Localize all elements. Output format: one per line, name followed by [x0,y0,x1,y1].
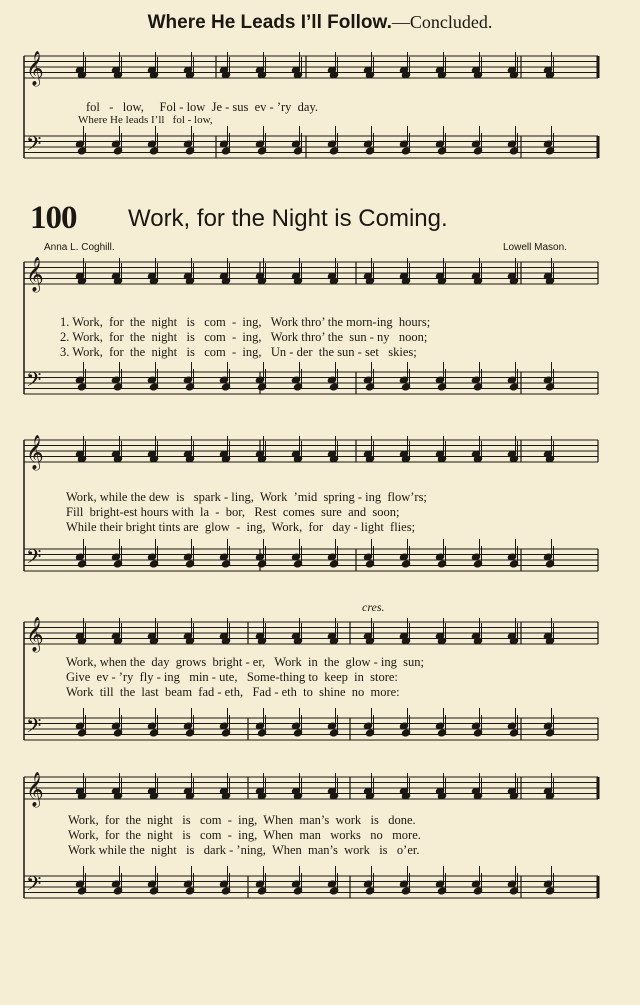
verse-line-3: Work till the last beam fad - eth, Fad - eth to shine no more: [66,685,400,699]
verse-line-1: Work, for the night is com - ing, When man’s work is done. [68,813,416,827]
lyric-line-lower: Where He leads I’ll fol - low, [78,114,213,126]
treble-clef-icon: 𝄞 [26,51,44,86]
verse-line-2: Give ev - ’ry fly - ing min - ute, Some-thing to keep in store: [66,670,398,684]
lyricist-credit: Anna L. Coghill. [44,242,115,253]
verse-line-1: Work, while the dew is spark - ling, Work ’mid spring - ing flow’rs; [66,490,427,504]
concluded-label: —Concluded. [391,12,493,32]
bass-clef-icon: 𝄢 [26,714,42,742]
verse-line-1: Work, when the day grows bright - er, Work in the glow - ing sun; [66,655,424,669]
verse-line-2: 2. Work, for the night is com - ing, Work thro’ the sun - ny noon; [60,330,428,344]
verse-line-2: Work, for the night is com - ing, When man works no more. [68,828,421,842]
composer-credit: Lowell Mason. [503,242,567,253]
treble-clef-icon: 𝄞 [26,435,44,470]
bass-clef-icon: 𝄢 [26,368,42,396]
verse-line-3: While their bright tints are glow - ing, Work, for day - light flies; [66,520,416,534]
lyric-line-upper: fol - low, Fol - low Je - sus ev - ’ry day. [86,100,319,114]
treble-clef-icon: 𝄞 [26,617,44,652]
bass-clef-icon: 𝄢 [26,872,42,900]
crescendo-marking: cres. [362,600,385,614]
treble-clef-icon: 𝄞 [26,257,44,292]
treble-clef-icon: 𝄞 [26,772,44,807]
verse-line-1: 1. Work, for the night is com - ing, Work thro’ the morn-ing hours; [60,315,431,329]
verse-line-3: Work while the night is dark - ’ning, When man’s work is o’er. [68,843,420,857]
hymn-title: Work, for the Night is Coming. [128,205,448,232]
continued-title-text: Where He Leads I’ll Follow. [147,12,392,33]
hymn-number: 100 [30,200,77,236]
verse-line-3: 3. Work, for the night is com - ing, Un - der the sun - set skies; [60,345,417,359]
bass-clef-icon: 𝄢 [26,545,42,573]
bass-clef-icon: 𝄢 [26,132,42,160]
verse-line-2: Fill bright-est hours with la - bor, Rest comes sure and soon; [66,505,400,519]
